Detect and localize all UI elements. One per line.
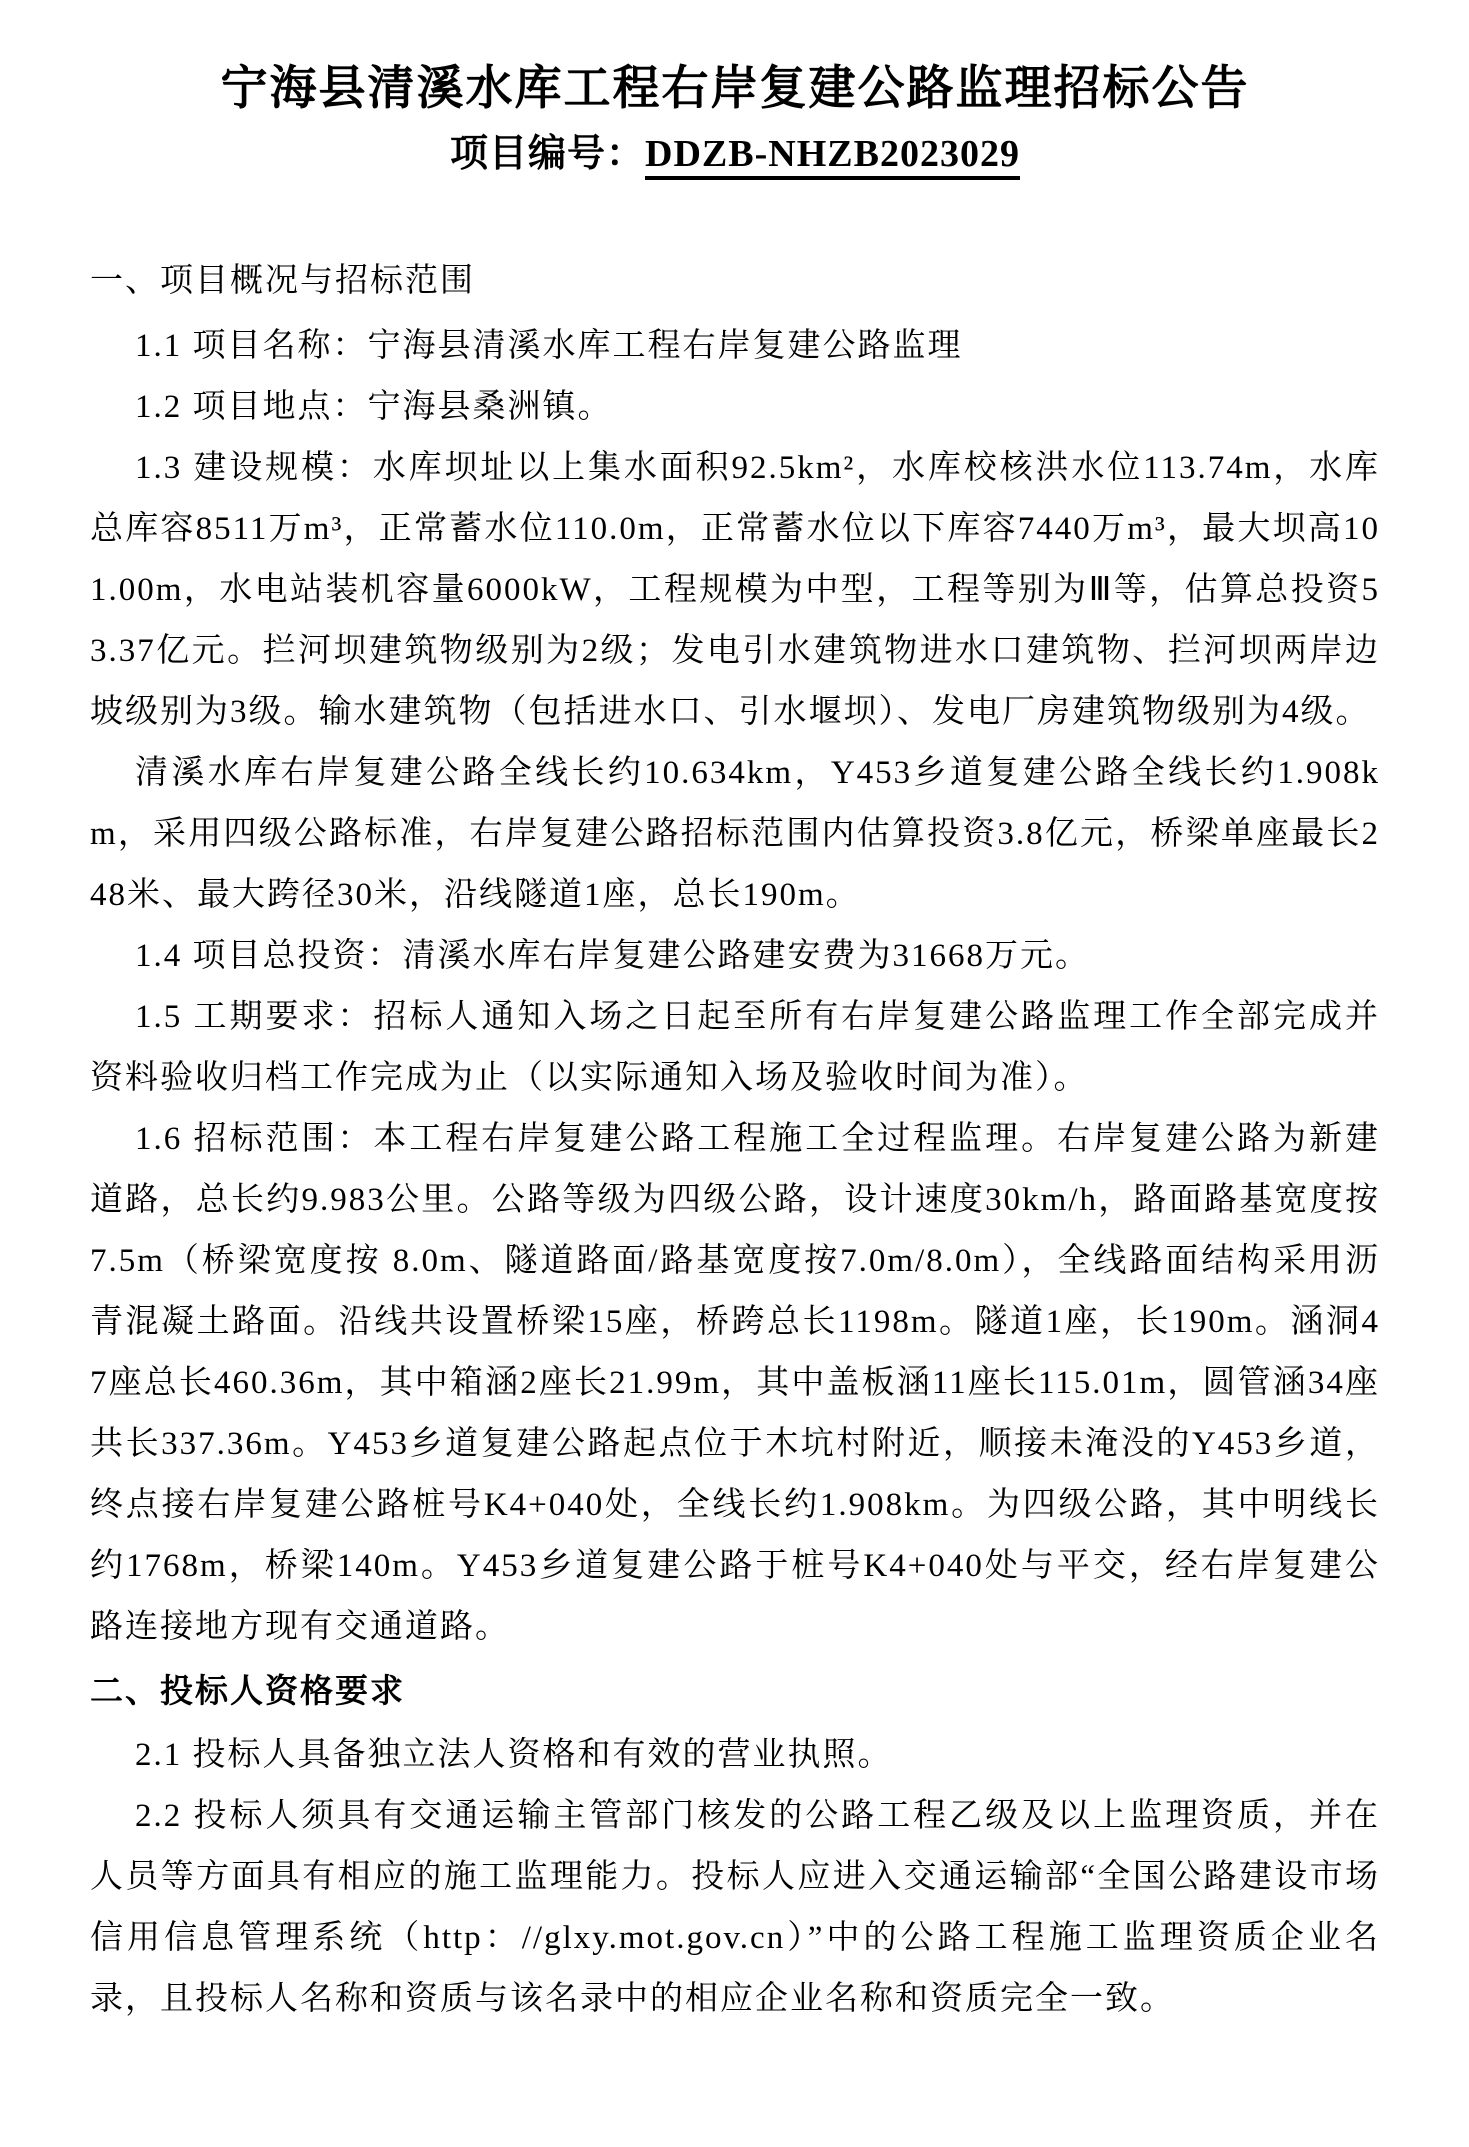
paragraph-road-overview: 清溪水库右岸复建公路全线长约10.634km，Y453乡道复建公路全线长约1.908km，采用四级公路标准，右岸复建公路招标范围内估算投资3.8亿元，桥梁单座最长248米、最大跨径30米，沿线隧道1座，总长190m。: [90, 754, 1380, 913]
paragraph-total-investment: 1.4 项目总投资：清溪水库右岸复建公路建安费为31668万元。: [135, 937, 1090, 974]
paragraph-bidder-qualification: 2.2 投标人须具有交通运输主管部门核发的公路工程乙级及以上监理资质，并在人员等方面具有相应的施工监理能力。投标人应进入交通运输部“全国公路建设市场信用信息管理系统（http：//glxy.mot.gov.cn）”中的公路工程施工监理资质企业名录，且投标人名称和资质与该名录中的相应企业名称和资质完全一致。: [90, 1798, 1380, 2018]
project-number-line: [90, 133, 1380, 177]
paragraph-project-location: 1.2 项目地点：宁海县桑洲镇。: [135, 388, 613, 425]
paragraph-bidding-scope: 1.6 招标范围：本工程右岸复建公路工程施工全过程监理。右岸复建公路为新建道路，总长约9.983公里。公路等级为四级公路，设计速度30km/h，路面路基宽度按7.5m（桥梁宽度按 8.0m、隧道路面/路基宽度按7.0m/8.0m），全线路面结构采用沥青混凝土路面。沿线共设置桥梁15座，桥跨总长1198m。隧道1座，长190m。涵洞47座总长460.36m，其中箱涵2座长21.99m，其中盖板涵11座长115.01m，圆管涵34座共长337.36m。Y453乡道复建公路起点位于木坑村附近，顺接未淹没的Y453乡道，终点接右岸复建公路桩号K4+040处，全线长约1.908km。为四级公路，其中明线长约1768m，桥梁140m。Y453乡道复建公路于桩号K4+040处与平交，经右岸复建公路连接地方现有交通道路。: [90, 1120, 1380, 1645]
paragraph-schedule-requirement: 1.5 工期要求：招标人通知入场之日起至所有右岸复建公路监理工作全部完成并资料验收归档工作完成为止（以实际通知入场及验收时间为准）。: [90, 998, 1380, 1096]
project-number: DDZB-NHZB2023029: [645, 133, 1020, 180]
section-1-heading: 一、项目概况与招标范围: [90, 262, 475, 299]
section-2-heading: 二、投标人资格要求: [90, 1673, 405, 1710]
paragraph-bidder-legal-status: 2.1 投标人具备独立法人资格和有效的营业执照。: [135, 1737, 893, 1774]
paragraph-project-name: 1.1 项目名称：宁海县清溪水库工程右岸复建公路监理: [135, 327, 963, 364]
paragraph-construction-scale: 1.3 建设规模：水库坝址以上集水面积92.5km²，水库校核洪水位113.74m，水库总库容8511万m³，正常蓄水位110.0m，正常蓄水位以下库容7440万m³，最大坝高101.00m，水电站装机容量6000kW，工程规模为中型，工程等别为Ⅲ等，估算总投资53.37亿元。拦河坝建筑物级别为2级；发电引水建筑物进水口建筑物、拦河坝两岸边坡级别为3级。输水建筑物（包括进水口、引水堰坝）、发电厂房建筑物级别为4级。: [90, 449, 1380, 730]
page-title: 宁海县清溪水库工程右岸复建公路监理招标公告: [220, 63, 1250, 115]
project-number-label: 项目编号：: [450, 133, 646, 176]
